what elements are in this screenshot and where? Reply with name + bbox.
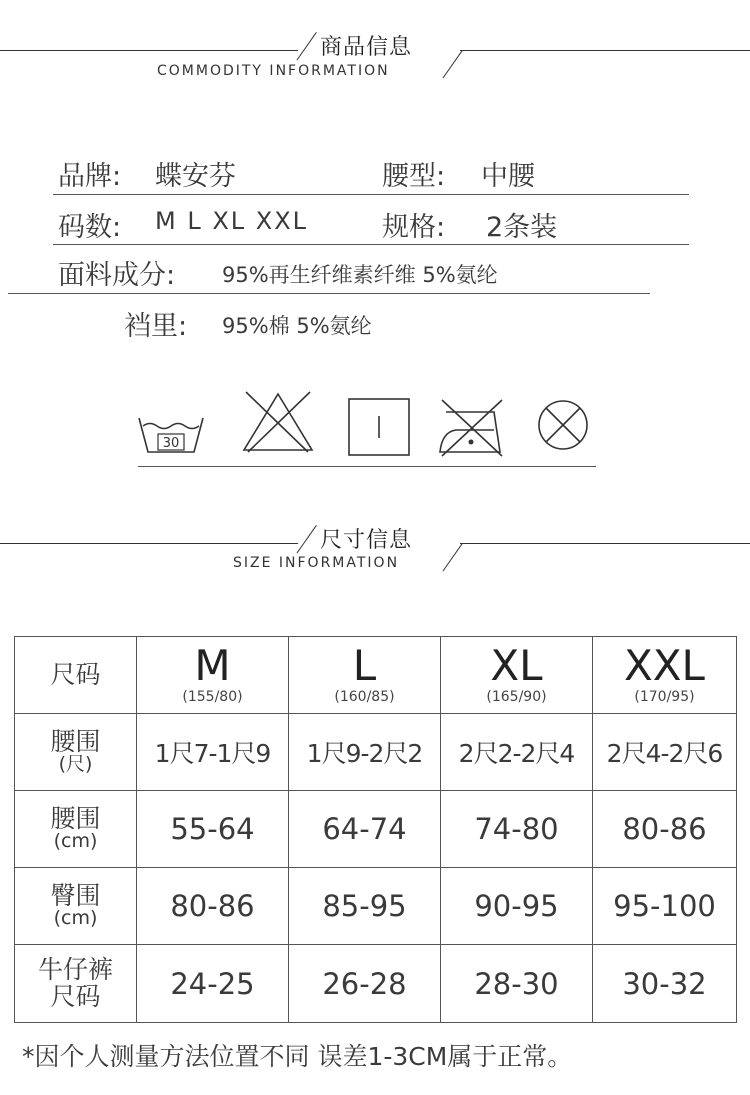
row-label-text: 臀围 [50,880,101,910]
info-divider-2 [53,244,689,245]
table-cell: 1尺7-1尺9 [137,714,289,791]
size-range: (165/90) [486,689,547,705]
commodity-header-slash-left [296,32,316,60]
no-bleach-icon [240,388,316,456]
spec-label: 规格: [382,212,446,243]
waist-type-label: 腰型: [382,161,446,192]
table-row [15,791,737,868]
commodity-header-line-right [460,50,750,51]
size-header-label: 尺码 [15,637,137,714]
info-divider-1 [53,194,689,195]
commodity-section-title: 商品信息 [320,35,413,60]
size-col-l [289,637,441,714]
lining-value: 95%棉 5%氨纶 [222,314,372,338]
row-label-unit: (cm) [53,830,98,853]
brand-label: 品牌: [58,161,122,192]
table-cell: 64-74 [289,791,441,868]
row-label [15,714,137,791]
size-name: XXL [624,641,705,690]
size-col-xl [441,637,593,714]
size-col-xxl [593,637,737,714]
size-label: 码数: [58,212,122,243]
size-value: M L XL XXL [155,207,309,235]
size-range: (170/95) [634,689,695,705]
size-name: XL [490,641,543,690]
table-cell: 30-32 [593,945,737,1023]
fabric-label: 面料成分: [58,260,176,291]
row-label [15,791,137,868]
row-label-text: 牛仔裤 [37,955,113,985]
size-section-subtitle: SIZE INFORMATION [233,555,400,571]
table-cell: 28-30 [441,945,593,1023]
table-row [15,714,737,791]
wash-temp-label: 30 [162,436,180,451]
size-range: (160/85) [334,689,395,705]
size-header-line-right [460,543,750,544]
table-row [15,868,737,945]
commodity-header-line-left [0,50,298,51]
table-cell: 74-80 [441,791,593,868]
row-label [15,868,137,945]
size-col-m [137,637,289,714]
size-header-slash-right [442,543,462,571]
brand-value: 蝶安芬 [155,161,236,192]
size-name: M [194,641,231,690]
size-header-line-left [0,543,298,544]
info-divider-3 [8,293,650,294]
row-label-unit: 尺码 [50,981,101,1011]
table-cell: 80-86 [593,791,737,868]
size-range: (155/80) [182,689,243,705]
size-header-row [15,637,737,714]
table-cell: 26-28 [289,945,441,1023]
measurement-footnote: *因个人测量方法位置不同 误差1-3CM属于正常。 [22,1042,573,1071]
row-label-text: 腰围 [50,726,101,756]
table-cell: 85-95 [289,868,441,945]
commodity-header-slash-right [442,50,462,78]
no-iron-icon [436,396,506,458]
line-dry-icon [346,396,412,458]
lining-label: 裆里: [124,311,188,342]
no-tumble-dry-icon [534,398,592,452]
commodity-section-subtitle: COMMODITY INFORMATION [157,63,390,79]
size-section-title: 尺寸信息 [320,528,413,553]
row-label [15,945,137,1023]
size-header-slash-left [296,525,316,553]
table-row [15,945,737,1023]
row-label-unit: (尺) [58,753,93,776]
row-label-text: 腰围 [50,803,101,833]
table-cell: 2尺2-2尺4 [441,714,593,791]
table-cell: 80-86 [137,868,289,945]
size-table [14,636,737,1023]
fabric-value: 95%再生纤维素纤维 5%氨纶 [222,263,498,287]
table-cell: 1尺9-2尺2 [289,714,441,791]
table-cell: 90-95 [441,868,593,945]
table-cell: 55-64 [137,791,289,868]
row-label-unit: (cm) [53,907,98,930]
care-divider [138,466,596,467]
size-name: L [352,641,377,690]
waist-type-value: 中腰 [481,161,535,192]
table-cell: 2尺4-2尺6 [593,714,737,791]
wash-30-icon [136,410,206,456]
table-cell: 24-25 [137,945,289,1023]
spec-value: 2条装 [486,212,558,243]
table-cell: 95-100 [593,868,737,945]
